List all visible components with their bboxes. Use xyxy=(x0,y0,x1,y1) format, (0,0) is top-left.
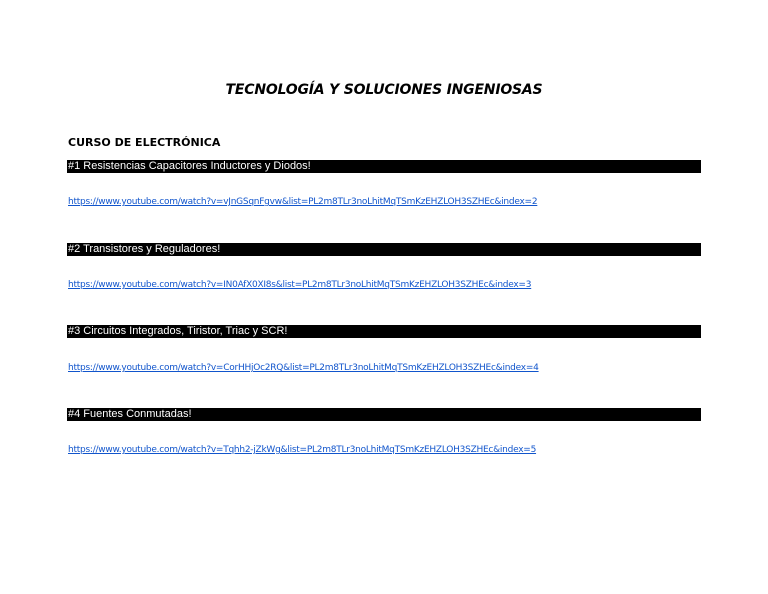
video-title-bar-4: #4 Fuentes Conmutadas! xyxy=(67,408,701,421)
section-heading: CURSO DE ELECTRÓNICA xyxy=(68,136,221,149)
video-link-4[interactable]: https://www.youtube.com/watch?v=Tqhh2-jZkWg&list=PL2m8TLr3noLhitMqTSmKzEHZLOH3SZHEc&index=5 xyxy=(68,445,537,455)
video-title-bar-2: #2 Transistores y Reguladores! xyxy=(67,243,701,256)
video-link-3[interactable]: https://www.youtube.com/watch?v=CorHHjOc2RQ&list=PL2m8TLr3noLhitMqTSmKzEHZLOH3SZHEc&index=4 xyxy=(68,363,539,373)
video-title-bar-3: #3 Circuitos Integrados, Tiristor, Triac y SCR! xyxy=(67,325,701,338)
video-link-2[interactable]: https://www.youtube.com/watch?v=IN0AfX0XI8s&list=PL2m8TLr3noLhitMqTSmKzEHZLOH3SZHEc&index=3 xyxy=(68,280,532,290)
video-title-bar-1: #1 Resistencias Capacitores Inductores y Diodos! xyxy=(67,160,701,173)
document-title: TECNOLOGÍA Y SOLUCIONES INGENIOSAS xyxy=(225,82,543,98)
video-link-1[interactable]: https://www.youtube.com/watch?v=vJnGSqnFgvw&list=PL2m8TLr3noLhitMqTSmKzEHZLOH3SZHEc&index=2 xyxy=(68,197,538,207)
